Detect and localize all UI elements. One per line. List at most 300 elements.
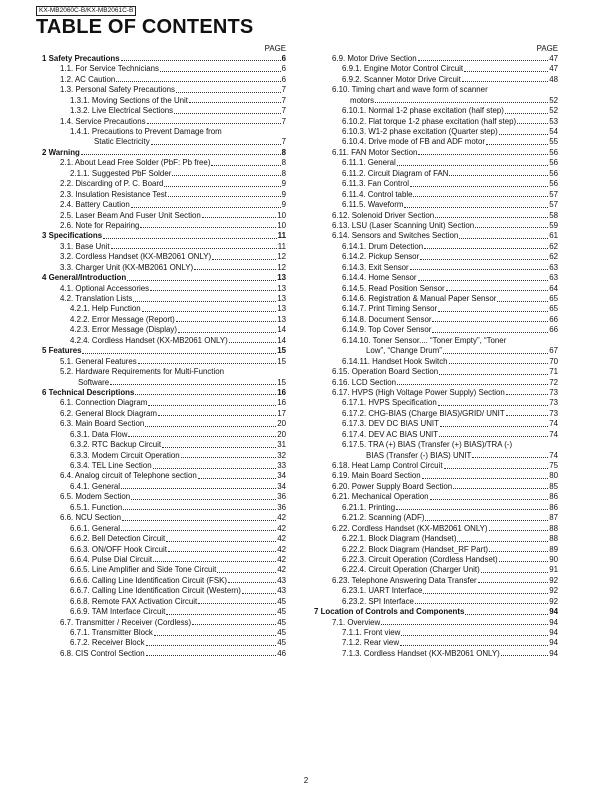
toc-entry-title: 6.14.8. Document Sensor [342,314,432,324]
dot-leader [465,614,548,615]
toc-entry[interactable] [42,565,286,575]
toc-entry-page: 66 [549,314,558,324]
toc-entry-page: 66 [549,325,558,335]
toc-entry[interactable] [42,357,286,367]
toc-entry[interactable] [42,85,286,95]
toc-entry[interactable] [42,263,286,273]
toc-entry[interactable] [42,649,286,659]
dot-leader [420,259,548,260]
toc-entry[interactable] [314,221,558,231]
dot-leader [435,217,548,218]
toc-entry[interactable] [42,158,286,168]
toc-entry-title: 6.18. Heat Lamp Control Circuit [332,461,443,471]
toc-entry[interactable] [314,378,558,388]
toc-entry-title: 6.8. CIS Control Section [60,648,145,658]
toc-entry-continuation[interactable] [314,451,558,461]
dot-leader [194,269,276,270]
toc-entry[interactable] [42,242,286,252]
dot-leader [168,196,281,197]
toc-entry-title: 6.16. LCD Section [332,377,397,387]
toc-entry[interactable] [314,127,558,137]
toc-entry[interactable] [314,179,558,189]
dot-leader [128,436,276,437]
toc-entry-page: 70 [549,356,558,366]
toc-entry-page: 32 [277,450,286,460]
toc-entry-page: 33 [277,461,286,471]
dot-leader [517,123,548,124]
toc-entry-title: 3.2. Cordless Handset (KX-MB2061 ONLY) [60,252,212,262]
toc-entry-title: 7 Location of Controls and Components [314,607,465,617]
toc-entry-title: 6.22.3. Circuit Operation (Cordless Handset) [342,554,498,564]
toc-entry-page: 14 [277,325,286,335]
toc-entry-page: 42 [277,523,286,533]
toc-entry[interactable] [42,336,286,346]
toc-entry-title: 6.6.4. Pulse Dial Circuit [70,554,153,564]
toc-entry[interactable] [314,211,558,221]
toc-entry[interactable] [314,305,558,315]
dot-leader [415,603,548,604]
toc-entry-title: 6.3.1. Data Flow [70,429,128,439]
toc-entry-title: 2.5. Laser Beam And Fuser Unit Section [60,210,201,220]
dot-leader [410,269,549,270]
toc-entry[interactable] [314,54,558,64]
toc-entry[interactable] [42,325,286,335]
toc-entry-title: 7.1.2. Rear view [342,638,400,648]
toc-entry-title: 6.14.10. Toner Sensor.... “Toner Empty”, “Toner [342,335,507,345]
toc-entry[interactable] [42,179,286,189]
toc-entry-title: 6.17.2. CHG-BIAS (Charge BIAS)/GRID/ UNIT [342,408,505,418]
toc-entry[interactable] [42,461,286,471]
toc-entry[interactable] [42,315,286,325]
toc-entry-page: 17 [277,408,286,418]
dot-leader [160,71,281,72]
toc-entry-title: 6.5.1. Function [70,502,123,512]
toc-entry[interactable] [314,430,558,440]
toc-entry-title: 6.11.5. Waveform [342,200,404,210]
toc-entry-title: 6.13. LSU (Laser Scanning Unit) Section [332,220,475,230]
toc-entry-title: 1.4.1. Precautions to Prevent Damage from [70,127,222,137]
toc-entry-page: 86 [549,492,558,502]
toc-entry-title: 6.6.6. Calling Line Identification Circuit (FSK) [70,575,228,585]
dot-leader [422,478,549,479]
toc-entry[interactable] [314,231,558,241]
toc-entry[interactable] [42,492,286,502]
toc-entry-title: 6.10.2. Flat torque 1-2 phase excitation (half step) [342,116,517,126]
toc-entry-page: 52 [549,106,558,116]
toc-entry[interactable] [314,565,558,575]
toc-entry-page: 10 [277,220,286,230]
toc-entry[interactable] [314,388,558,398]
toc-entry-title: 6.2. General Block Diagram [60,408,157,418]
toc-entry-title: 5 Features [42,346,82,356]
toc-entry-title-continued: BIAS (Transfer (-) BIAS) UNIT [366,450,472,460]
toc-entry[interactable] [314,242,558,252]
dot-leader [121,530,276,531]
dot-leader [501,655,548,656]
toc-entry[interactable] [42,252,286,262]
dot-leader [166,614,276,615]
toc-entry[interactable] [42,597,286,607]
toc-entry-title: 6.4.1. General [70,481,121,491]
toc-entry[interactable] [42,346,286,356]
toc-entry[interactable] [42,503,286,513]
toc-entry-page: 8 [281,147,286,157]
toc-entry[interactable] [314,607,558,617]
toc-entry-title: 6.22. Cordless Handset (KX-MB2061 ONLY) [332,523,488,533]
dot-leader [439,374,548,375]
toc-entry-title: 6.11.1. General [342,158,396,168]
toc-entry[interactable] [42,148,286,158]
dot-leader [150,290,276,291]
toc-entry[interactable] [42,586,286,596]
toc-entry[interactable] [314,440,558,450]
toc-entry[interactable] [42,231,286,241]
toc-entry[interactable] [314,158,558,168]
toc-entry[interactable] [314,284,558,294]
toc-entry-title: 6.6.7. Calling Line Identification Circuit (Western) [70,586,241,596]
dot-leader [217,572,276,573]
toc-entry-page: 92 [549,586,558,596]
toc-entry-title: 4 General/Introduction [42,273,127,283]
toc-entry[interactable] [314,148,558,158]
toc-entry[interactable] [42,200,286,210]
toc-entry[interactable] [314,534,558,544]
toc-entry-title: 7.1.3. Cordless Handset (KX-MB2061 ONLY) [342,648,500,658]
toc-entry[interactable] [314,628,558,638]
toc-entry-page: 54 [549,127,558,137]
toc-entry-page: 74 [549,419,558,429]
toc-entry-title: 6.23.1. UART Interface [342,586,423,596]
toc-entry-page: 63 [549,262,558,272]
toc-entry-title: 6.21.2. Scanning (ADF) [342,513,425,523]
dot-leader [212,259,276,260]
toc-entry-title: 6.14.6. Registration & Manual Paper Sensor [342,294,497,304]
toc-entry[interactable] [314,85,558,95]
dot-leader [122,520,276,521]
dot-leader [229,342,276,343]
toc-entry[interactable] [42,284,286,294]
toc-entry[interactable] [42,211,286,221]
toc-entry[interactable] [42,430,286,440]
toc-entry-page: 94 [549,638,558,648]
toc-entry[interactable] [314,325,558,335]
dot-leader [506,394,548,395]
toc-entry-page: 73 [549,398,558,408]
toc-entry-continuation[interactable] [42,378,286,388]
toc-entry-page: 13 [277,304,286,314]
toc-entry[interactable] [314,252,558,262]
toc-entry-title: 6.23.2. SPI Interface [342,596,414,606]
toc-entry[interactable] [314,419,558,429]
dot-leader [164,186,280,187]
toc-entry-page: 74 [549,429,558,439]
toc-entry[interactable] [314,555,558,565]
toc-entry-page: 89 [549,544,558,554]
toc-entry-page: 12 [277,252,286,262]
dot-leader [425,520,548,521]
toc-entry-title: 2 Warning [42,147,80,157]
toc-entry[interactable] [314,357,558,367]
toc-entry[interactable] [314,398,558,408]
toc-entry-page: 16 [277,398,286,408]
toc-entry[interactable] [42,75,286,85]
toc-entry-page: 9 [281,200,286,210]
dot-leader [438,311,548,312]
toc-entry-title: 6.14.5. Read Position Sensor [342,283,445,293]
toc-entry-page: 13 [277,273,286,283]
toc-entry[interactable] [42,190,286,200]
toc-entry-page: 20 [277,429,286,439]
toc-entry[interactable] [42,524,286,534]
toc-entry[interactable] [314,639,558,649]
toc-entry-title: 6.6.2. Bell Detection Circuit [70,534,166,544]
toc-entry[interactable] [314,482,558,492]
toc-entry[interactable] [42,440,286,450]
toc-entry[interactable] [42,96,286,106]
toc-entry[interactable] [314,597,558,607]
toc-entry-page: 6 [281,64,286,74]
toc-entry-continuation[interactable] [314,96,558,106]
toc-entry[interactable] [42,367,286,377]
toc-entry-page: 94 [549,628,558,638]
toc-entry[interactable] [314,336,558,346]
toc-entry-page: 73 [549,408,558,418]
dot-leader [423,593,548,594]
dot-leader [432,321,548,322]
toc-entry[interactable] [42,607,286,617]
toc-entry-page: 13 [277,283,286,293]
toc-entry[interactable] [314,190,558,200]
toc-entry-page: 75 [549,461,558,471]
toc-entry-title: 2.1. About Lead Free Solder (PbF: Pb free) [60,158,211,168]
dot-leader [443,353,548,354]
dot-leader [82,353,276,354]
toc-column-right [314,43,558,659]
toc-entry-page: 92 [549,596,558,606]
toc-entry-page: 7 [281,95,286,105]
toc-entry[interactable] [42,106,286,116]
toc-entry-page: 7 [281,106,286,116]
toc-entry-page: 72 [549,377,558,387]
toc-entry-page: 15 [277,377,286,387]
toc-entry[interactable] [42,117,286,127]
dot-leader [489,530,549,531]
toc-entry-title: 6.14.4. Home Sensor [342,273,417,283]
toc-entry-title: 1.3.1. Moving Sections of the Unit [70,95,188,105]
toc-entry-continuation[interactable] [314,346,558,356]
toc-entry[interactable] [42,555,286,565]
toc-entry-page: 58 [549,210,558,220]
toc-entry[interactable] [314,64,558,74]
dot-leader [168,551,276,552]
dot-leader [424,248,548,249]
toc-entry[interactable] [42,513,286,523]
toc-entry-page: 57 [549,189,558,199]
dot-leader [181,457,277,458]
toc-entry[interactable] [42,472,286,482]
toc-entry-page: 42 [277,554,286,564]
toc-entry-title-continued: Low”, “Change Drum” [366,346,442,356]
toc-entry-title: 6 Technical Descriptions [42,387,135,397]
toc-entry-page: 42 [277,565,286,575]
toc-entry-page: 43 [277,575,286,585]
toc-entry[interactable] [42,54,286,64]
toc-entry[interactable] [42,127,286,137]
toc-entry[interactable] [314,524,558,534]
toc-entry[interactable] [42,534,286,544]
toc-entry[interactable] [314,106,558,116]
toc-entry[interactable] [314,315,558,325]
toc-entry[interactable] [314,618,558,628]
page-number: 2 [303,776,309,785]
toc-entry-page: 65 [549,294,558,304]
toc-entry[interactable] [42,305,286,315]
toc-entry-page: 47 [549,53,558,63]
toc-entry[interactable] [314,294,558,304]
toc-entry[interactable] [42,294,286,304]
toc-entry-continuation[interactable] [42,138,286,148]
toc-entry-title: 2.1.1. Suggested PbF Solder [70,168,172,178]
toc-entry-title: 6.3. Main Board Section [60,419,145,429]
toc-entry-title: 6.6.9. TAM Interface Circuit [70,607,166,617]
toc-entry-page: 6 [281,53,286,63]
toc-entry-title: 6.14.11. Handset Hook Switch [342,356,448,366]
toc-entry-title: 1.3. Personal Safety Precautions [60,85,175,95]
toc-entry[interactable] [42,64,286,74]
toc-entry-page: 42 [277,544,286,554]
toc-entry-title: 4.2.4. Cordless Handset (KX-MB2061 ONLY) [70,335,228,345]
dot-leader [127,280,276,281]
toc-entry[interactable] [42,409,286,419]
dot-leader [146,655,277,656]
dot-leader [444,468,549,469]
toc-entry-title: 6.3.2. RTC Backup Circuit [70,440,162,450]
dot-leader [198,478,277,479]
toc-entry[interactable] [42,221,286,231]
dot-leader [438,405,548,406]
toc-entry-page: 64 [549,283,558,293]
dot-leader [446,290,549,291]
toc-entry[interactable] [314,576,558,586]
toc-entry-title: 6.19. Main Board Section [332,471,421,481]
dot-leader [449,175,548,176]
toc-entry[interactable] [314,75,558,85]
toc-entry[interactable] [314,649,558,659]
toc-entry-page: 57 [549,200,558,210]
toc-entry[interactable] [42,388,286,398]
dot-leader [475,227,548,228]
dot-leader [153,561,276,562]
dot-leader [121,488,276,489]
toc-entry[interactable] [314,472,558,482]
dot-leader [499,134,549,135]
toc-entry[interactable] [314,273,558,283]
toc-entry-title: 6.6.8. Remote FAX Activation Circuit [70,596,198,606]
toc-entry[interactable] [314,461,558,471]
toc-entry-title: 6.9.1. Engine Motor Control Circuit [342,64,464,74]
toc-entry-title: 6.6.5. Line Amplifier and Side Tone Circuit [70,565,217,575]
toc-entry-title: 1.1. For Service Technicians [60,64,159,74]
toc-entry[interactable] [314,586,558,596]
dot-leader [151,144,281,145]
toc-entry-page: 8 [281,158,286,168]
dot-leader [111,248,277,249]
toc-entry[interactable] [314,503,558,513]
dot-leader [457,541,548,542]
toc-entry-page: 45 [277,596,286,606]
toc-entry-title-continued: Static Electricity [94,137,150,147]
toc-entry-title: 3.1. Base Unit [60,241,110,251]
toc-entry[interactable] [314,367,558,377]
dot-leader [381,624,548,625]
toc-entry[interactable] [42,628,286,638]
dot-leader [131,499,276,500]
dot-leader [397,165,548,166]
dot-leader [432,332,548,333]
toc-entry-title: 6.15. Operation Board Section [332,367,439,377]
toc-entry-page: 90 [549,554,558,564]
dot-leader [176,92,281,93]
toc-entry[interactable] [314,117,558,127]
dot-leader [154,635,276,636]
dot-leader [401,635,548,636]
toc-entry-page: 7 [281,116,286,126]
toc-entry[interactable] [314,409,558,419]
toc-entry[interactable] [42,618,286,628]
toc-entry-page: 80 [549,471,558,481]
toc-entry[interactable] [42,576,286,586]
toc-entry-title: 7.1. Overview [332,617,381,627]
toc-entry-page: 42 [277,534,286,544]
toc-entry[interactable] [42,273,286,283]
dot-leader [400,645,548,646]
toc-entry-title: 6.14. Sensors and Switches Section [332,231,459,241]
toc-entry-title: 6.3.3. Modem Circuit Operation [70,450,180,460]
toc-entry-page: 52 [549,95,558,105]
dot-leader [176,321,276,322]
dot-leader [140,227,276,228]
toc-entry[interactable] [42,398,286,408]
toc-entry[interactable] [314,169,558,179]
toc-entry-title: 6.10.3. W1-2 phase excitation (Quarter step) [342,127,498,137]
dot-leader [189,102,281,103]
toc-entry-title: 1.3.2. Live Electrical Sections [70,106,174,116]
toc-entry-page: 34 [277,481,286,491]
toc-entry[interactable] [42,419,286,429]
toc-entry[interactable] [42,451,286,461]
toc-entry-title: 6.17.1. HVPS Specification [342,398,437,408]
toc-entry[interactable] [42,545,286,555]
toc-entry-page: 47 [549,64,558,74]
toc-entry[interactable] [314,138,558,148]
toc-entry[interactable] [42,639,286,649]
toc-entry-page: 65 [549,304,558,314]
toc-entry[interactable] [314,263,558,273]
toc-entry[interactable] [314,545,558,555]
toc-entry[interactable] [314,200,558,210]
toc-entry-title: 3 Specifications [42,231,103,241]
toc-entry[interactable] [314,513,558,523]
dot-leader [153,468,277,469]
toc-entry[interactable] [42,169,286,179]
toc-entry[interactable] [314,492,558,502]
toc-entry-title: 6.6.3. ON/OFF Hook Circuit [70,544,167,554]
toc-entry-page: 59 [549,220,558,230]
toc-entry[interactable] [42,482,286,492]
dot-leader [81,154,281,155]
dot-leader [486,144,548,145]
toc-entry-page: 94 [549,617,558,627]
